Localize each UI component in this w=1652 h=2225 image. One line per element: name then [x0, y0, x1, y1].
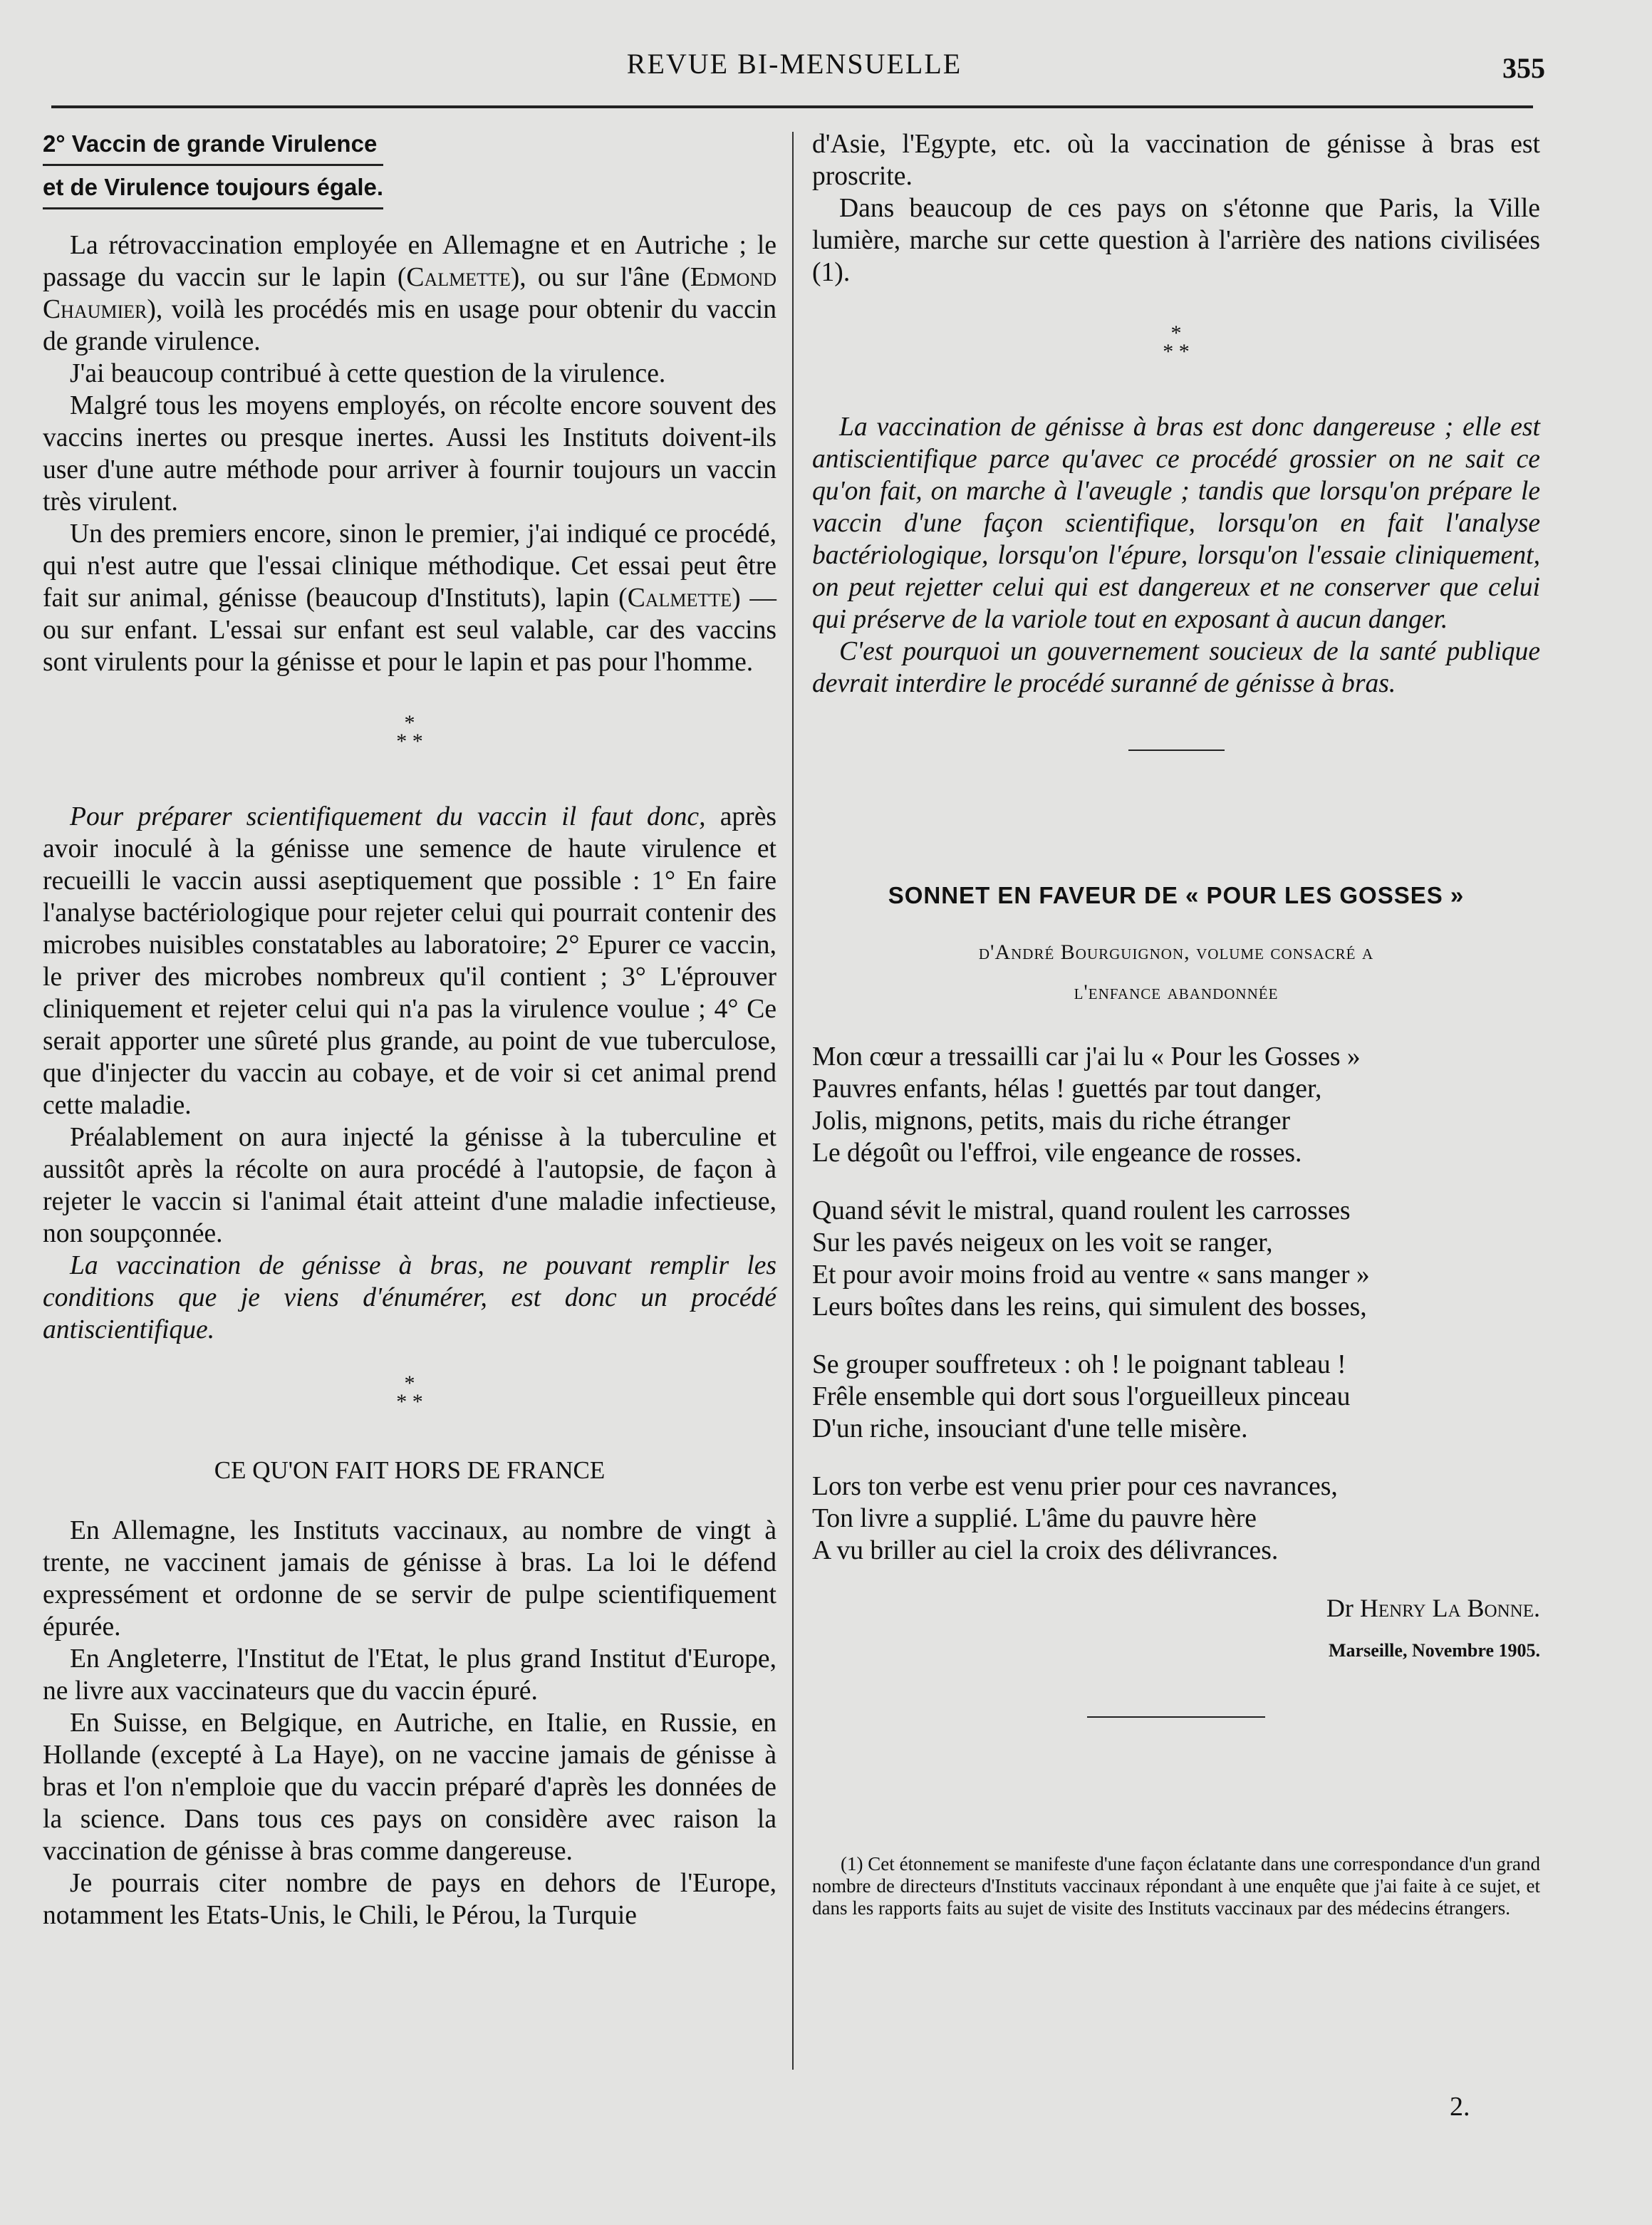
- footnote-rule: [1087, 1716, 1265, 1718]
- paragraph: En Angleterre, l'Institut de l'Etat, le plus grand Institut d'Europe, ne livre aux vaccinateurs que du vaccin épuré.: [43, 1644, 776, 1706]
- paragraph: [43, 801, 776, 1121]
- subtitle-line: l'enfance abandonnée: [1074, 980, 1279, 1004]
- subtitle-line: d'André Bourguignon, volume consacré a: [978, 940, 1374, 964]
- signature-prefix: Dr: [1326, 1594, 1354, 1622]
- verse: Mon cœur a tressailli car j'ai lu « Pour les Gosses »: [812, 1042, 1361, 1072]
- asterism: * * *: [1163, 321, 1190, 363]
- verse: Leurs boîtes dans les reins, qui simulent des bosses,: [812, 1292, 1367, 1322]
- stanza: [812, 1471, 1540, 1567]
- paragraph: Préalablement on aura injecté la génisse à la tuberculine et aussitôt après la récolte on aura procédé à l'autopsie, de façon à rejeter le vaccin si l'animal était atteint d'une maladie infectieuse, non soupçonnée.: [43, 1123, 776, 1248]
- text-run: après avoir inoculé à la génisse une semence de haute virulence et recueilli le vaccin aussi aseptiquement que possible : 1° En faire l'analyse bactériologique pour rejeter celui qui pourrait contenir des microbes nuisibles constatables au laboratoire; 2° Epurer ce vaccin, le priver des microbes nombreux qu'il contient ; 3° L'éprouver cliniquement et rejeter celui qui n'a pas la virulence voulue ; 4° Ce serait apporter une sûreté plus grande, au point de vue tuberculose, que d'injecter du vaccin au cobaye, et de voir si cet animal prend cette maladie.: [43, 802, 776, 1120]
- paragraph: Je pourrais citer nombre de pays en dehors de l'Europe, notamment les Etats-Unis, le Chili, le Pérou, la Turquie: [43, 1869, 776, 1930]
- sonnet-title: SONNET EN FAVEUR DE « POUR LES GOSSES »: [888, 882, 1465, 908]
- separator-rule: [1128, 750, 1225, 751]
- author-name: Calmette: [627, 584, 732, 613]
- verse: Pauvres enfants, hélas ! guettés par tout danger,: [812, 1074, 1322, 1104]
- verse: Ton livre a supplié. L'âme du pauvre hère: [812, 1504, 1257, 1533]
- header-rule: [51, 105, 1533, 108]
- asterism: * * *: [396, 711, 423, 753]
- signature-name: Henry La Bonne.: [1359, 1594, 1540, 1622]
- author-name: Calmette: [406, 263, 511, 292]
- verse: Sur les pavés neigeux on les voit se ranger,: [812, 1228, 1273, 1257]
- verse: Jolis, mignons, petits, mais du riche étranger: [812, 1106, 1291, 1136]
- paragraph: [43, 229, 776, 358]
- paragraph: En Suisse, en Belgique, en Autriche, en Italie, en Russie, en Hollande (excepté à La Haye), on ne vaccine jamais de génisse à bras et l'on n'emploie que du vaccin préparé d'après les données de la science. Dans tous ces pays on considère avec raison la vaccination de génisse à bras comme dangereuse.: [43, 1708, 776, 1866]
- right-column: [812, 128, 1540, 1919]
- footnote: (1) Cet étonnement se manifeste d'une façon éclatante dans une correspondance d'un grand nombre de directeurs d'Instituts vaccinaux répondant à une enquête que j'ai faite à ce sujet, et dans les rapports faits au sujet de visite des Instituts vaccinaux par des médecins étrangers.: [812, 1853, 1540, 1919]
- dateline: Marseille, Novembre 1905.: [1329, 1640, 1540, 1661]
- running-title: REVUE BI-MENSUELLE: [626, 48, 962, 80]
- paragraph: En Allemagne, les Instituts vaccinaux, au nombre de vingt à trente, ne vaccinent jamais de génisse à bras. La loi le défend expressément et ordonne de se servir de pulpe scientifiquement épurée.: [43, 1516, 776, 1641]
- text-run: Un des premiers encore, sinon le premier, j'ai indiqué ce procédé, qui n'est autre que l'essai clinique méthodique. Cet essai peut être fait sur animal, génisse (beaucoup d'Instituts), lapin (: [43, 519, 776, 613]
- signature: [812, 1592, 1540, 1624]
- verse: D'un riche, insouciant d'une telle misère.: [812, 1414, 1248, 1443]
- paragraph: d'Asie, l'Egypte, etc. où la vaccination de génisse à bras est proscrite.: [812, 130, 1540, 191]
- paragraph: Dans beaucoup de ces pays on s'étonne que Paris, la Ville lumière, marche sur cette question à l'arrière des nations civilisées (1).: [812, 194, 1540, 287]
- sonnet-subtitle: [812, 933, 1540, 1012]
- verse: Quand sévit le mistral, quand roulent les carrosses: [812, 1196, 1351, 1225]
- text-run: La rétrovaccination employée en Allemagne et en Autriche ; le passage du vaccin sur le lapin (: [43, 231, 776, 292]
- italic-paragraph: La vaccination de génisse à bras, ne pouvant remplir les conditions que je viens d'énumérer, est donc un procédé antiscientifique.: [43, 1251, 776, 1344]
- column-divider: [792, 132, 794, 2070]
- stanza: [812, 1195, 1540, 1323]
- stanza: [812, 1041, 1540, 1169]
- asterism: * * *: [396, 1371, 423, 1414]
- verse: Se grouper souffreteux : oh ! le poignant tableau !: [812, 1350, 1346, 1379]
- signature-mark: 2.: [1450, 2092, 1470, 2122]
- paragraph: Malgré tous les moyens employés, on récolte encore souvent des vaccins inertes ou presque inertes. Aussi les Instituts doivent-ils user d'une autre méthode pour arriver à fournir toujours un vaccin très virulent.: [43, 391, 776, 517]
- paragraph: J'ai beaucoup contribué à cette question de la virulence.: [70, 359, 666, 388]
- author-name: Edmond Chaumier: [43, 263, 777, 324]
- verse: A vu briller au ciel la croix des délivrances.: [812, 1536, 1279, 1565]
- page-number: 355: [1502, 52, 1545, 84]
- heading-line-2: et de Virulence toujours égale.: [43, 172, 383, 209]
- italic-paragraph: La vaccination de génisse à bras est donc dangereuse ; elle est antiscientifique parce qu'avec ce procédé grossier on ne sait ce qu'on fait, on marche à l'aveugle ; tandis que lorsqu'on prépare le vaccin d'une façon scientifique, lorsqu'on en fait l'analyse bactériologique, lorsqu'on l'épure, lorsqu'on l'essaie cliniquement, on peut rejetter celui qui est dangereux et ne conserver que celui qui préserve de la variole tout en exposant à aucun danger.: [812, 413, 1540, 634]
- paragraph: [43, 518, 776, 678]
- italic-run: Pour préparer scientifiquement du vaccin il faut donc,: [70, 802, 706, 831]
- verse: Frêle ensemble qui dort sous l'orgueilleux pinceau: [812, 1382, 1351, 1411]
- verse: Le dégoût ou l'effroi, vile engeance de rosses.: [812, 1139, 1302, 1168]
- text-run: ), voilà les procédés mis en usage pour obtenir du vaccin de grande virulence.: [43, 295, 776, 356]
- stanza: [812, 1349, 1540, 1445]
- section-title: CE QU'ON FAIT HORS DE FRANCE: [214, 1456, 606, 1484]
- text-run: ), ou sur l'âne (: [510, 263, 690, 292]
- heading-line-1: 2° Vaccin de grande Virulence: [43, 128, 383, 166]
- running-header: [0, 47, 1652, 90]
- left-column: [43, 128, 776, 1931]
- verse: Lors ton verbe est venu prier pour ces navrances,: [812, 1472, 1338, 1501]
- section-heading-vaccin: [43, 128, 383, 215]
- text-run: ) — ou sur enfant. L'essai sur enfant est seul valable, car des vaccins sont virulents pour la génisse et pour le lapin et pas pour l'homme.: [43, 584, 776, 677]
- verse: Et pour avoir moins froid au ventre « sans manger »: [812, 1260, 1370, 1290]
- italic-paragraph: C'est pourquoi un gouvernement soucieux de la santé publique devrait interdire le procédé suranné de génisse à bras.: [812, 637, 1540, 698]
